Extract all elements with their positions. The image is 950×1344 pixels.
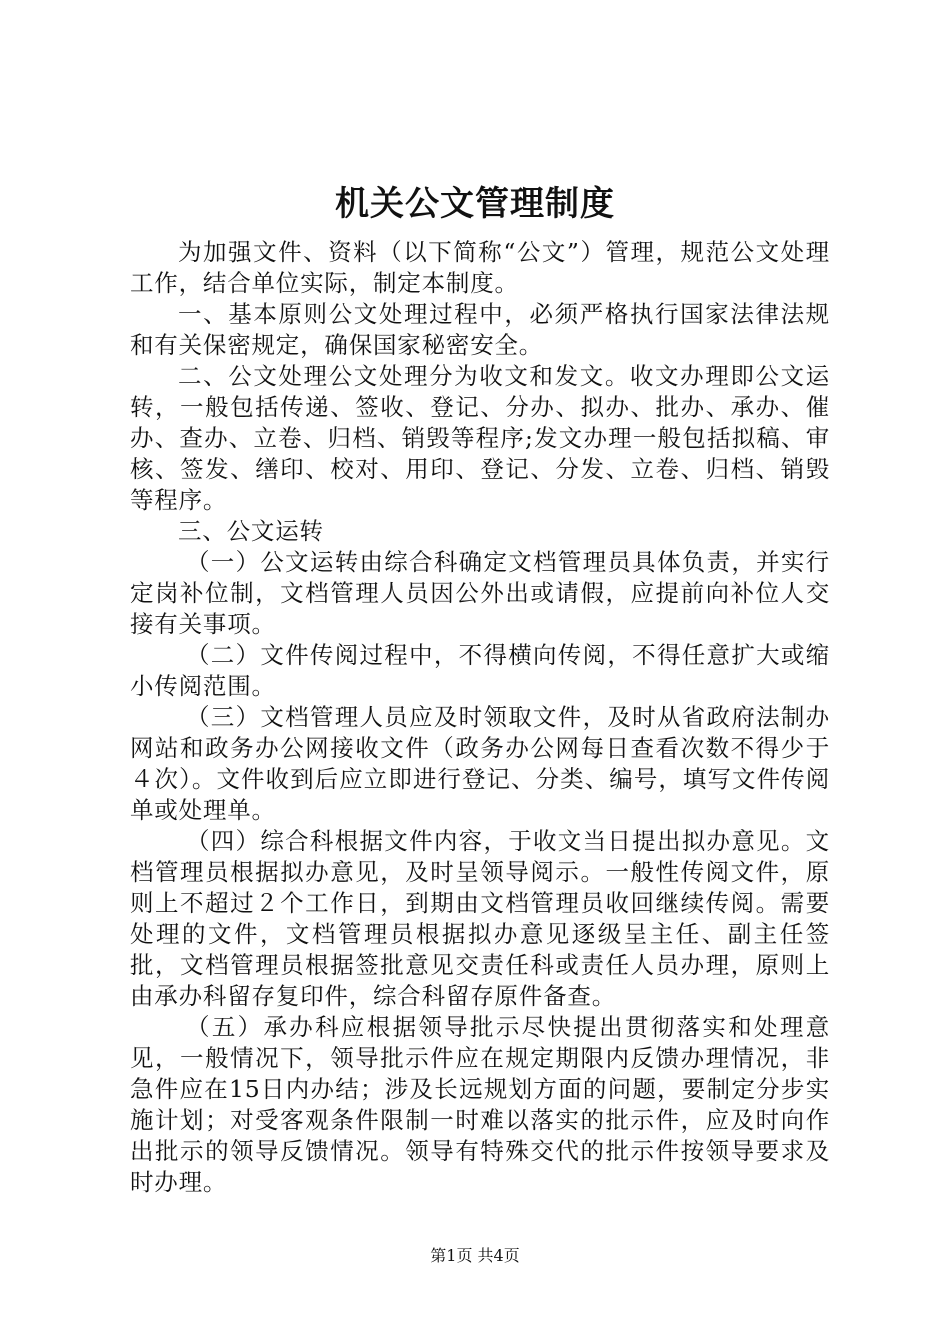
paragraph-basic-principles: 一、基本原则公文处理过程中，必须严格执行国家法律法规和有关保密规定，确保国家秘密安全。 [130, 300, 830, 359]
page-number-footer: 第1页 共4页 [430, 1246, 520, 1265]
paragraph-item-two: （二）文件传阅过程中，不得横向传阅，不得任意扩大或缩小传阅范围。 [130, 641, 830, 700]
paragraph-item-five: （五）承办科应根据领导批示尽快提出贯彻落实和处理意见，一般情况下，领导批示件应在规定期限内反馈办理情况，非急件应在15日内办结；涉及长远规划方面的问题，要制定分步实施计划；对受客观条件限制一时难以落实的批示件，应及时向作出批示的领导反馈情况。领导有特殊交代的批示件按领导要求及时办理。 [130, 1013, 830, 1196]
document-body [130, 237, 830, 1198]
paragraph-item-four: （四）综合科根据文件内容，于收文当日提出拟办意见。文档管理员根据拟办意见，及时呈领导阅示。一般性传阅文件，原则上不超过２个工作日，到期由文档管理员收回继续传阅。需要处理的文件，文档管理员根据拟办意见逐级呈主任、副主任签批，文档管理员根据签批意见交责任科或责任人员办理，原则上由承办科留存复印件，综合科留存原件备查。 [130, 827, 830, 1010]
page-title: 机关公文管理制度 [335, 184, 615, 224]
paragraph-item-three: （三）文档管理人员应及时领取文件，及时从省政府法制办网站和政务办公网接收文件（政务办公网每日查看次数不得少于４次）。文件收到后应立即进行登记、分类、编号，填写文件传阅单或处理单。 [130, 703, 830, 824]
paragraph-document-processing: 二、公文处理公文处理分为收文和发文。收文办理即公文运转，一般包括传递、签收、登记、分办、拟办、批办、承办、催办、查办、立卷、归档、销毁等程序;发文办理一般包括拟稿、审核、签发、缮印、校对、用印、登记、分发、立卷、归档、销毁等程序。 [130, 362, 830, 514]
paragraph-intro: 为加强文件、资料（以下简称“公文”）管理，规范公文处理工作，结合单位实际，制定本制度。 [130, 238, 830, 297]
paragraph-item-one: （一）公文运转由综合科确定文档管理员具体负责，并实行定岗补位制，文档管理人员因公外出或请假，应提前向补位人交接有关事项。 [130, 548, 830, 638]
paragraph-section-three-heading: 三、公文运转 [178, 517, 324, 545]
